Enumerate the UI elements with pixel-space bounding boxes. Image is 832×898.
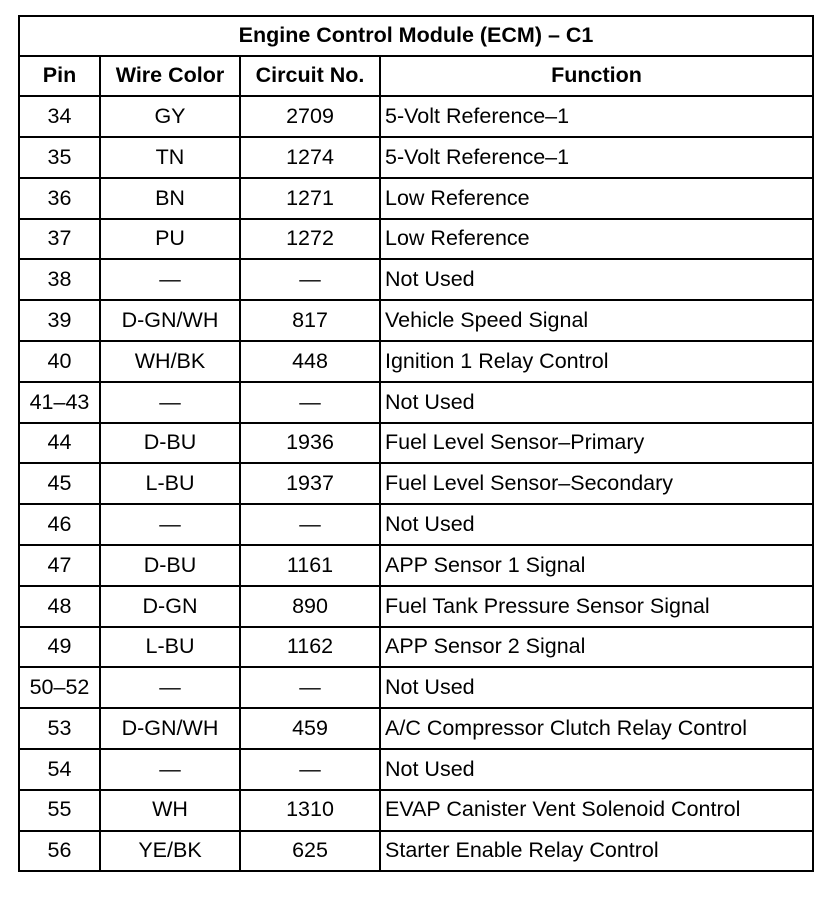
pin-cell: 53	[19, 708, 100, 749]
ecm-connector-table	[18, 15, 814, 872]
pin-cell: 36	[19, 178, 100, 219]
pin-cell: 37	[19, 219, 100, 260]
wire-color-cell: D-BU	[100, 545, 240, 586]
function-cell: Not Used	[380, 504, 813, 545]
wire-color-cell: BN	[100, 178, 240, 219]
wire-color-cell: D-GN	[100, 586, 240, 627]
title-row	[19, 16, 813, 56]
circuit-no-cell: 1162	[240, 627, 380, 668]
pin-cell: 44	[19, 423, 100, 464]
circuit-no-cell: 459	[240, 708, 380, 749]
pin-cell: 56	[19, 831, 100, 872]
table-row	[19, 423, 813, 464]
wire-color-cell: TN	[100, 137, 240, 178]
wire-color-cell: D-GN/WH	[100, 300, 240, 341]
column-header-circuit-no: Circuit No.	[240, 56, 380, 97]
wire-color-cell: —	[100, 259, 240, 300]
table-row	[19, 178, 813, 219]
wire-color-cell: D-GN/WH	[100, 708, 240, 749]
function-cell: Ignition 1 Relay Control	[380, 341, 813, 382]
table-row	[19, 831, 813, 872]
pin-cell: 55	[19, 790, 100, 831]
function-cell: 5-Volt Reference–1	[380, 96, 813, 137]
pin-cell: 49	[19, 627, 100, 668]
pin-cell: 41–43	[19, 382, 100, 423]
wire-color-cell: L-BU	[100, 627, 240, 668]
circuit-no-cell: —	[240, 504, 380, 545]
function-cell: APP Sensor 2 Signal	[380, 627, 813, 668]
function-cell: EVAP Canister Vent Solenoid Control	[380, 790, 813, 831]
table-row	[19, 627, 813, 668]
wire-color-cell: —	[100, 504, 240, 545]
circuit-no-cell: 1271	[240, 178, 380, 219]
pin-cell: 46	[19, 504, 100, 545]
pin-cell: 45	[19, 463, 100, 504]
pin-cell: 47	[19, 545, 100, 586]
table-row	[19, 96, 813, 137]
pin-cell: 50–52	[19, 667, 100, 708]
column-header-pin: Pin	[19, 56, 100, 97]
function-cell: Not Used	[380, 749, 813, 790]
wire-color-cell: WH	[100, 790, 240, 831]
function-cell: Fuel Level Sensor–Secondary	[380, 463, 813, 504]
table-row	[19, 259, 813, 300]
circuit-no-cell: 817	[240, 300, 380, 341]
column-header-wire-color: Wire Color	[100, 56, 240, 97]
table-row	[19, 382, 813, 423]
table-row	[19, 586, 813, 627]
table-title: Engine Control Module (ECM) – C1	[19, 16, 813, 56]
wire-color-cell: —	[100, 749, 240, 790]
wire-color-cell: —	[100, 382, 240, 423]
table-row	[19, 790, 813, 831]
circuit-no-cell: 890	[240, 586, 380, 627]
wire-color-cell: WH/BK	[100, 341, 240, 382]
function-cell: Fuel Level Sensor–Primary	[380, 423, 813, 464]
circuit-no-cell: —	[240, 749, 380, 790]
table-row	[19, 749, 813, 790]
pin-cell: 39	[19, 300, 100, 341]
function-cell: Not Used	[380, 667, 813, 708]
wire-color-cell: —	[100, 667, 240, 708]
table-row	[19, 708, 813, 749]
circuit-no-cell: 1274	[240, 137, 380, 178]
pin-cell: 54	[19, 749, 100, 790]
circuit-no-cell: —	[240, 382, 380, 423]
table-row	[19, 463, 813, 504]
table-body	[19, 96, 813, 871]
function-cell: Fuel Tank Pressure Sensor Signal	[380, 586, 813, 627]
function-cell: APP Sensor 1 Signal	[380, 545, 813, 586]
circuit-no-cell: 1937	[240, 463, 380, 504]
circuit-no-cell: 1936	[240, 423, 380, 464]
pin-cell: 38	[19, 259, 100, 300]
function-cell: A/C Compressor Clutch Relay Control	[380, 708, 813, 749]
table-row	[19, 545, 813, 586]
pin-cell: 48	[19, 586, 100, 627]
circuit-no-cell: 1272	[240, 219, 380, 260]
wire-color-cell: L-BU	[100, 463, 240, 504]
table-row	[19, 219, 813, 260]
circuit-no-cell: 625	[240, 831, 380, 872]
wire-color-cell: GY	[100, 96, 240, 137]
function-cell: Not Used	[380, 382, 813, 423]
circuit-no-cell: 448	[240, 341, 380, 382]
circuit-no-cell: 1161	[240, 545, 380, 586]
circuit-no-cell: —	[240, 667, 380, 708]
wire-color-cell: D-BU	[100, 423, 240, 464]
table-row	[19, 137, 813, 178]
wire-color-cell: YE/BK	[100, 831, 240, 872]
pin-cell: 40	[19, 341, 100, 382]
circuit-no-cell: 1310	[240, 790, 380, 831]
pin-cell: 35	[19, 137, 100, 178]
function-cell: Vehicle Speed Signal	[380, 300, 813, 341]
column-header-function: Function	[380, 56, 813, 97]
circuit-no-cell: —	[240, 259, 380, 300]
pin-cell: 34	[19, 96, 100, 137]
function-cell: Starter Enable Relay Control	[380, 831, 813, 872]
function-cell: Low Reference	[380, 219, 813, 260]
header-row	[19, 56, 813, 97]
wire-color-cell: PU	[100, 219, 240, 260]
circuit-no-cell: 2709	[240, 96, 380, 137]
table-row	[19, 667, 813, 708]
table-row	[19, 504, 813, 545]
table-row	[19, 341, 813, 382]
function-cell: Low Reference	[380, 178, 813, 219]
function-cell: Not Used	[380, 259, 813, 300]
table-row	[19, 300, 813, 341]
function-cell: 5-Volt Reference–1	[380, 137, 813, 178]
